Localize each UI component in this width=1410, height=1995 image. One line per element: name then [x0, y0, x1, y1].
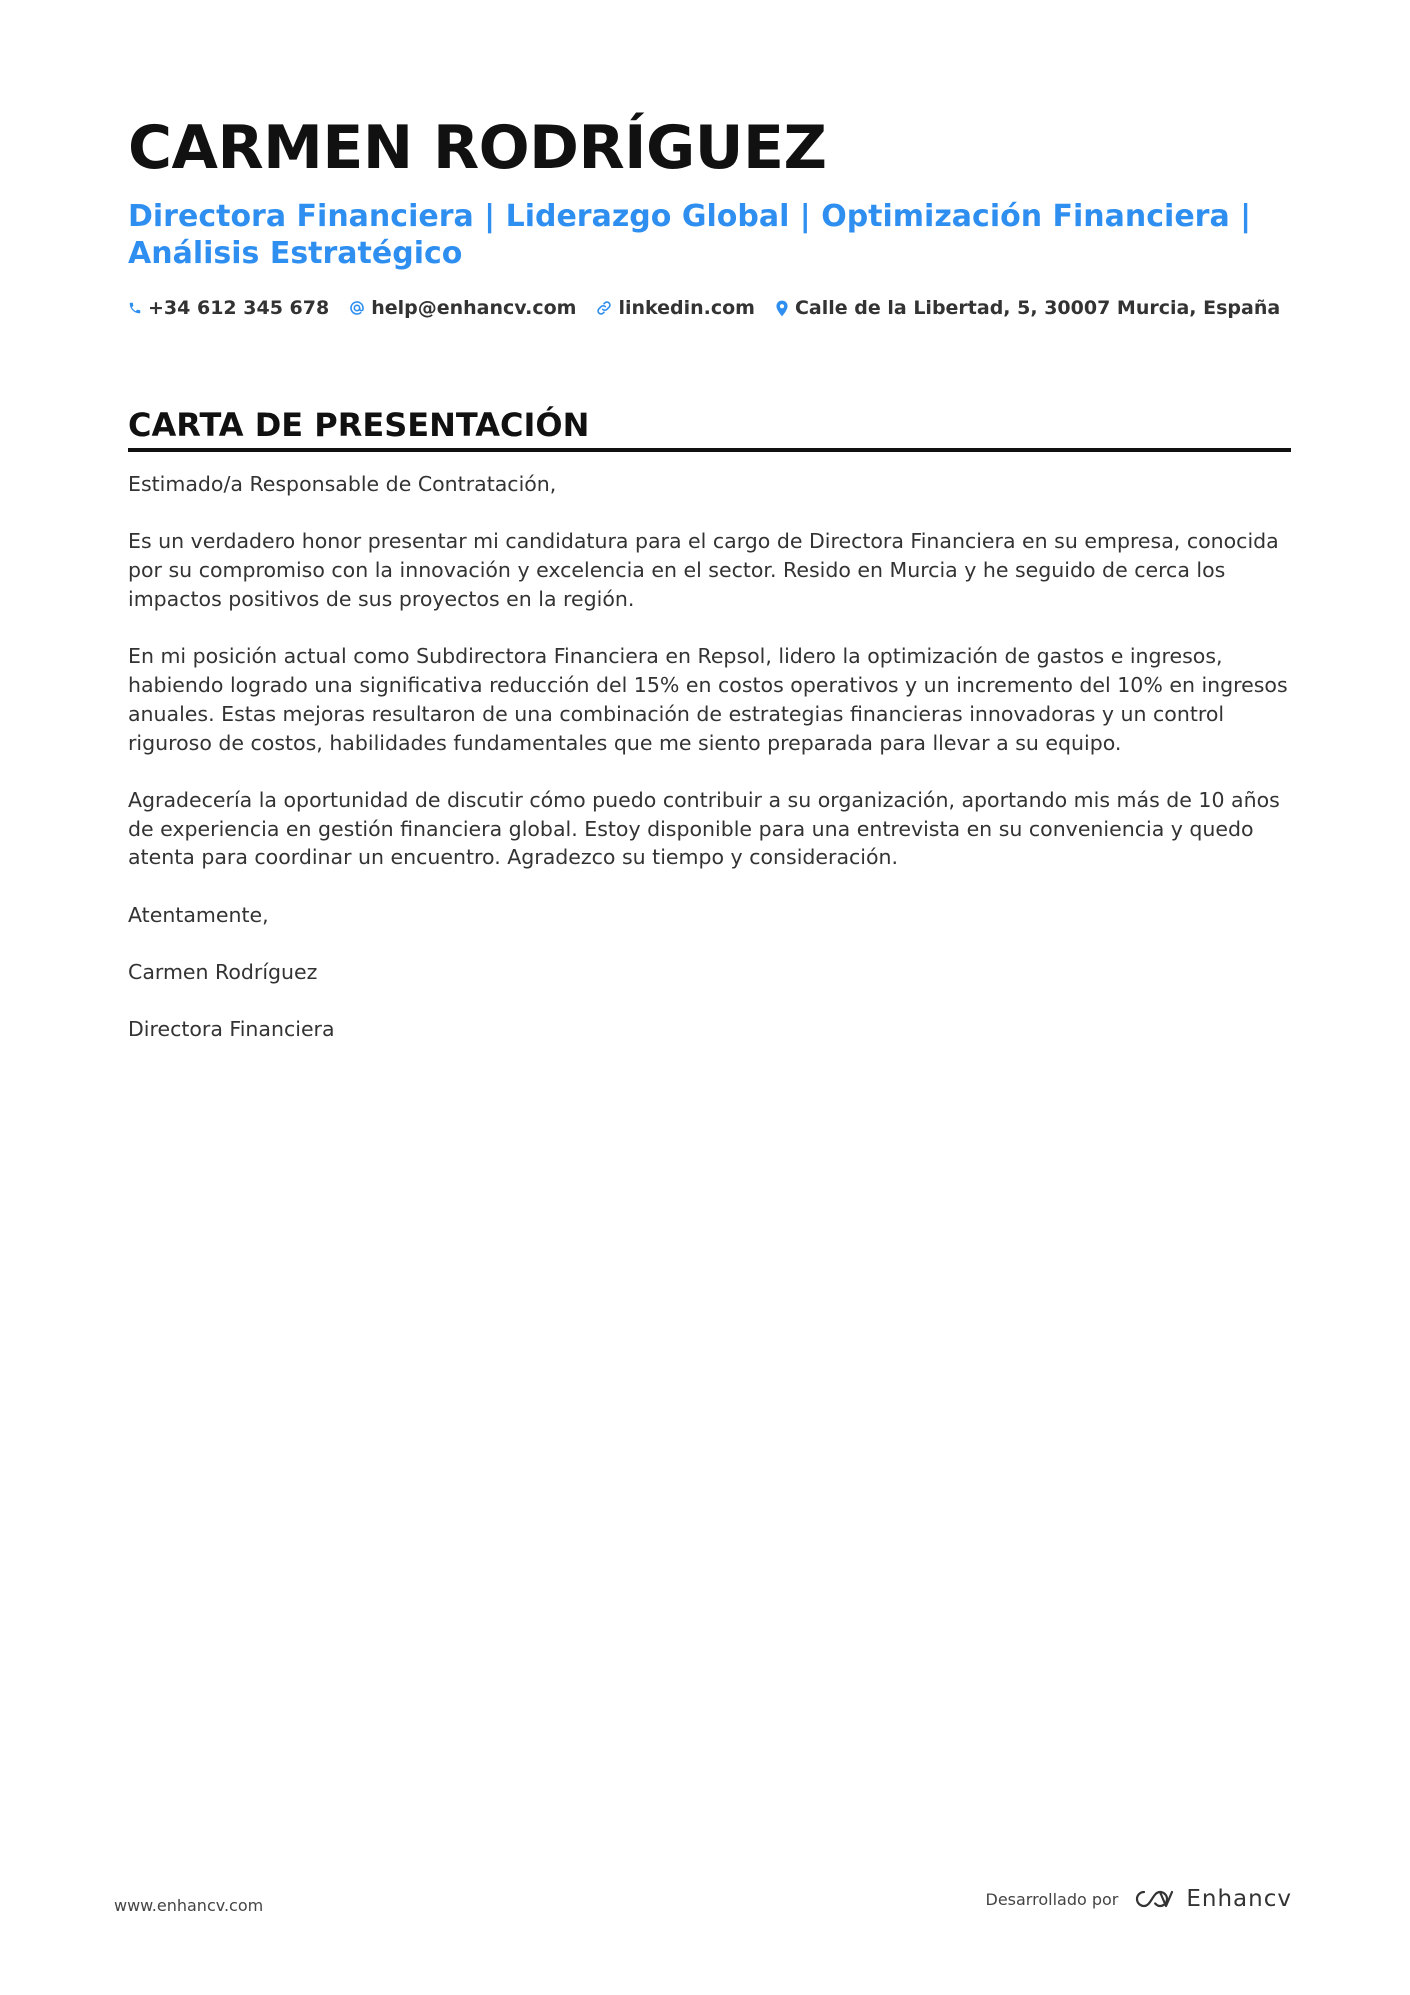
letter-paragraph: En mi posición actual como Subdirectora Financiera en Repsol, lidero la optimización de gastos e ingresos, habiendo logrado una significativa reducción del 15% en costos operativos y un incremento del 10% en ingresos anuales. Estas mejoras resultaron de una combinación de estrategias financieras innovadoras y un control riguroso de costos, habilidades fundamentales que me siento preparada para llevar a su equipo. — [128, 644, 1288, 755]
footer-branding — [986, 1886, 1293, 1912]
at-icon — [349, 300, 365, 316]
section-title: CARTA DE PRESENTACIÓN — [128, 405, 1291, 452]
letter-paragraph: Agradecería la oportunidad de discutir cómo puedo contribuir a su organización, aportando mis más de 10 años de experiencia en gestión financiera global. Estoy disponible para una entrevista en su conveniencia y quedo atenta para coordinar un encuentro. Agradezco su tiempo y consideración. — [128, 787, 1280, 870]
letter-paragraph: Es un verdadero honor presentar mi candidatura para el cargo de Directora Financiera en su empresa, conocida por su compromiso con la innovación y excelencia en el sector. Resido en Murcia y he seguido de cerca los impactos positivos de sus proyectos en la región. — [128, 529, 1279, 611]
address-text: Calle de la Libertad, 5, 30007 Murcia, España — [794, 297, 1281, 319]
brand-logo[interactable] — [1130, 1886, 1292, 1912]
phone-icon — [128, 301, 142, 315]
powered-by-text: Desarrollado por — [985, 1889, 1119, 1909]
header — [128, 110, 1293, 319]
enhancv-logo-icon — [1130, 1887, 1176, 1911]
letter-greeting: Estimado/a Responsable de Contratación, — [128, 472, 557, 496]
letter-closing: Atentamente, — [128, 902, 269, 927]
contact-phone[interactable] — [128, 297, 329, 319]
letter-body — [128, 470, 1291, 1044]
signature-name: Carmen Rodríguez — [128, 960, 318, 985]
cover-letter-section — [128, 405, 1291, 1073]
location-pin-icon — [775, 300, 789, 317]
phone-text: +34 612 345 678 — [148, 297, 330, 319]
signature-title: Directora Financiera — [128, 1017, 335, 1042]
linkedin-text: linkedin.com — [618, 297, 755, 319]
contact-linkedin[interactable] — [596, 297, 755, 319]
contact-address — [775, 297, 1280, 319]
email-text: help@enhancv.com — [371, 297, 577, 319]
link-icon — [596, 300, 612, 316]
headline: Directora Financiera | Liderazgo Global | Optimización Financiera | Análisis Estratégico — [128, 199, 1252, 271]
contact-bar — [128, 297, 1293, 319]
brand-name: Enhancv — [1186, 1886, 1292, 1912]
footer-website[interactable]: www.enhancv.com — [114, 1896, 264, 1915]
contact-email[interactable] — [349, 297, 576, 319]
candidate-name: CARMEN RODRÍGUEZ — [128, 113, 827, 183]
